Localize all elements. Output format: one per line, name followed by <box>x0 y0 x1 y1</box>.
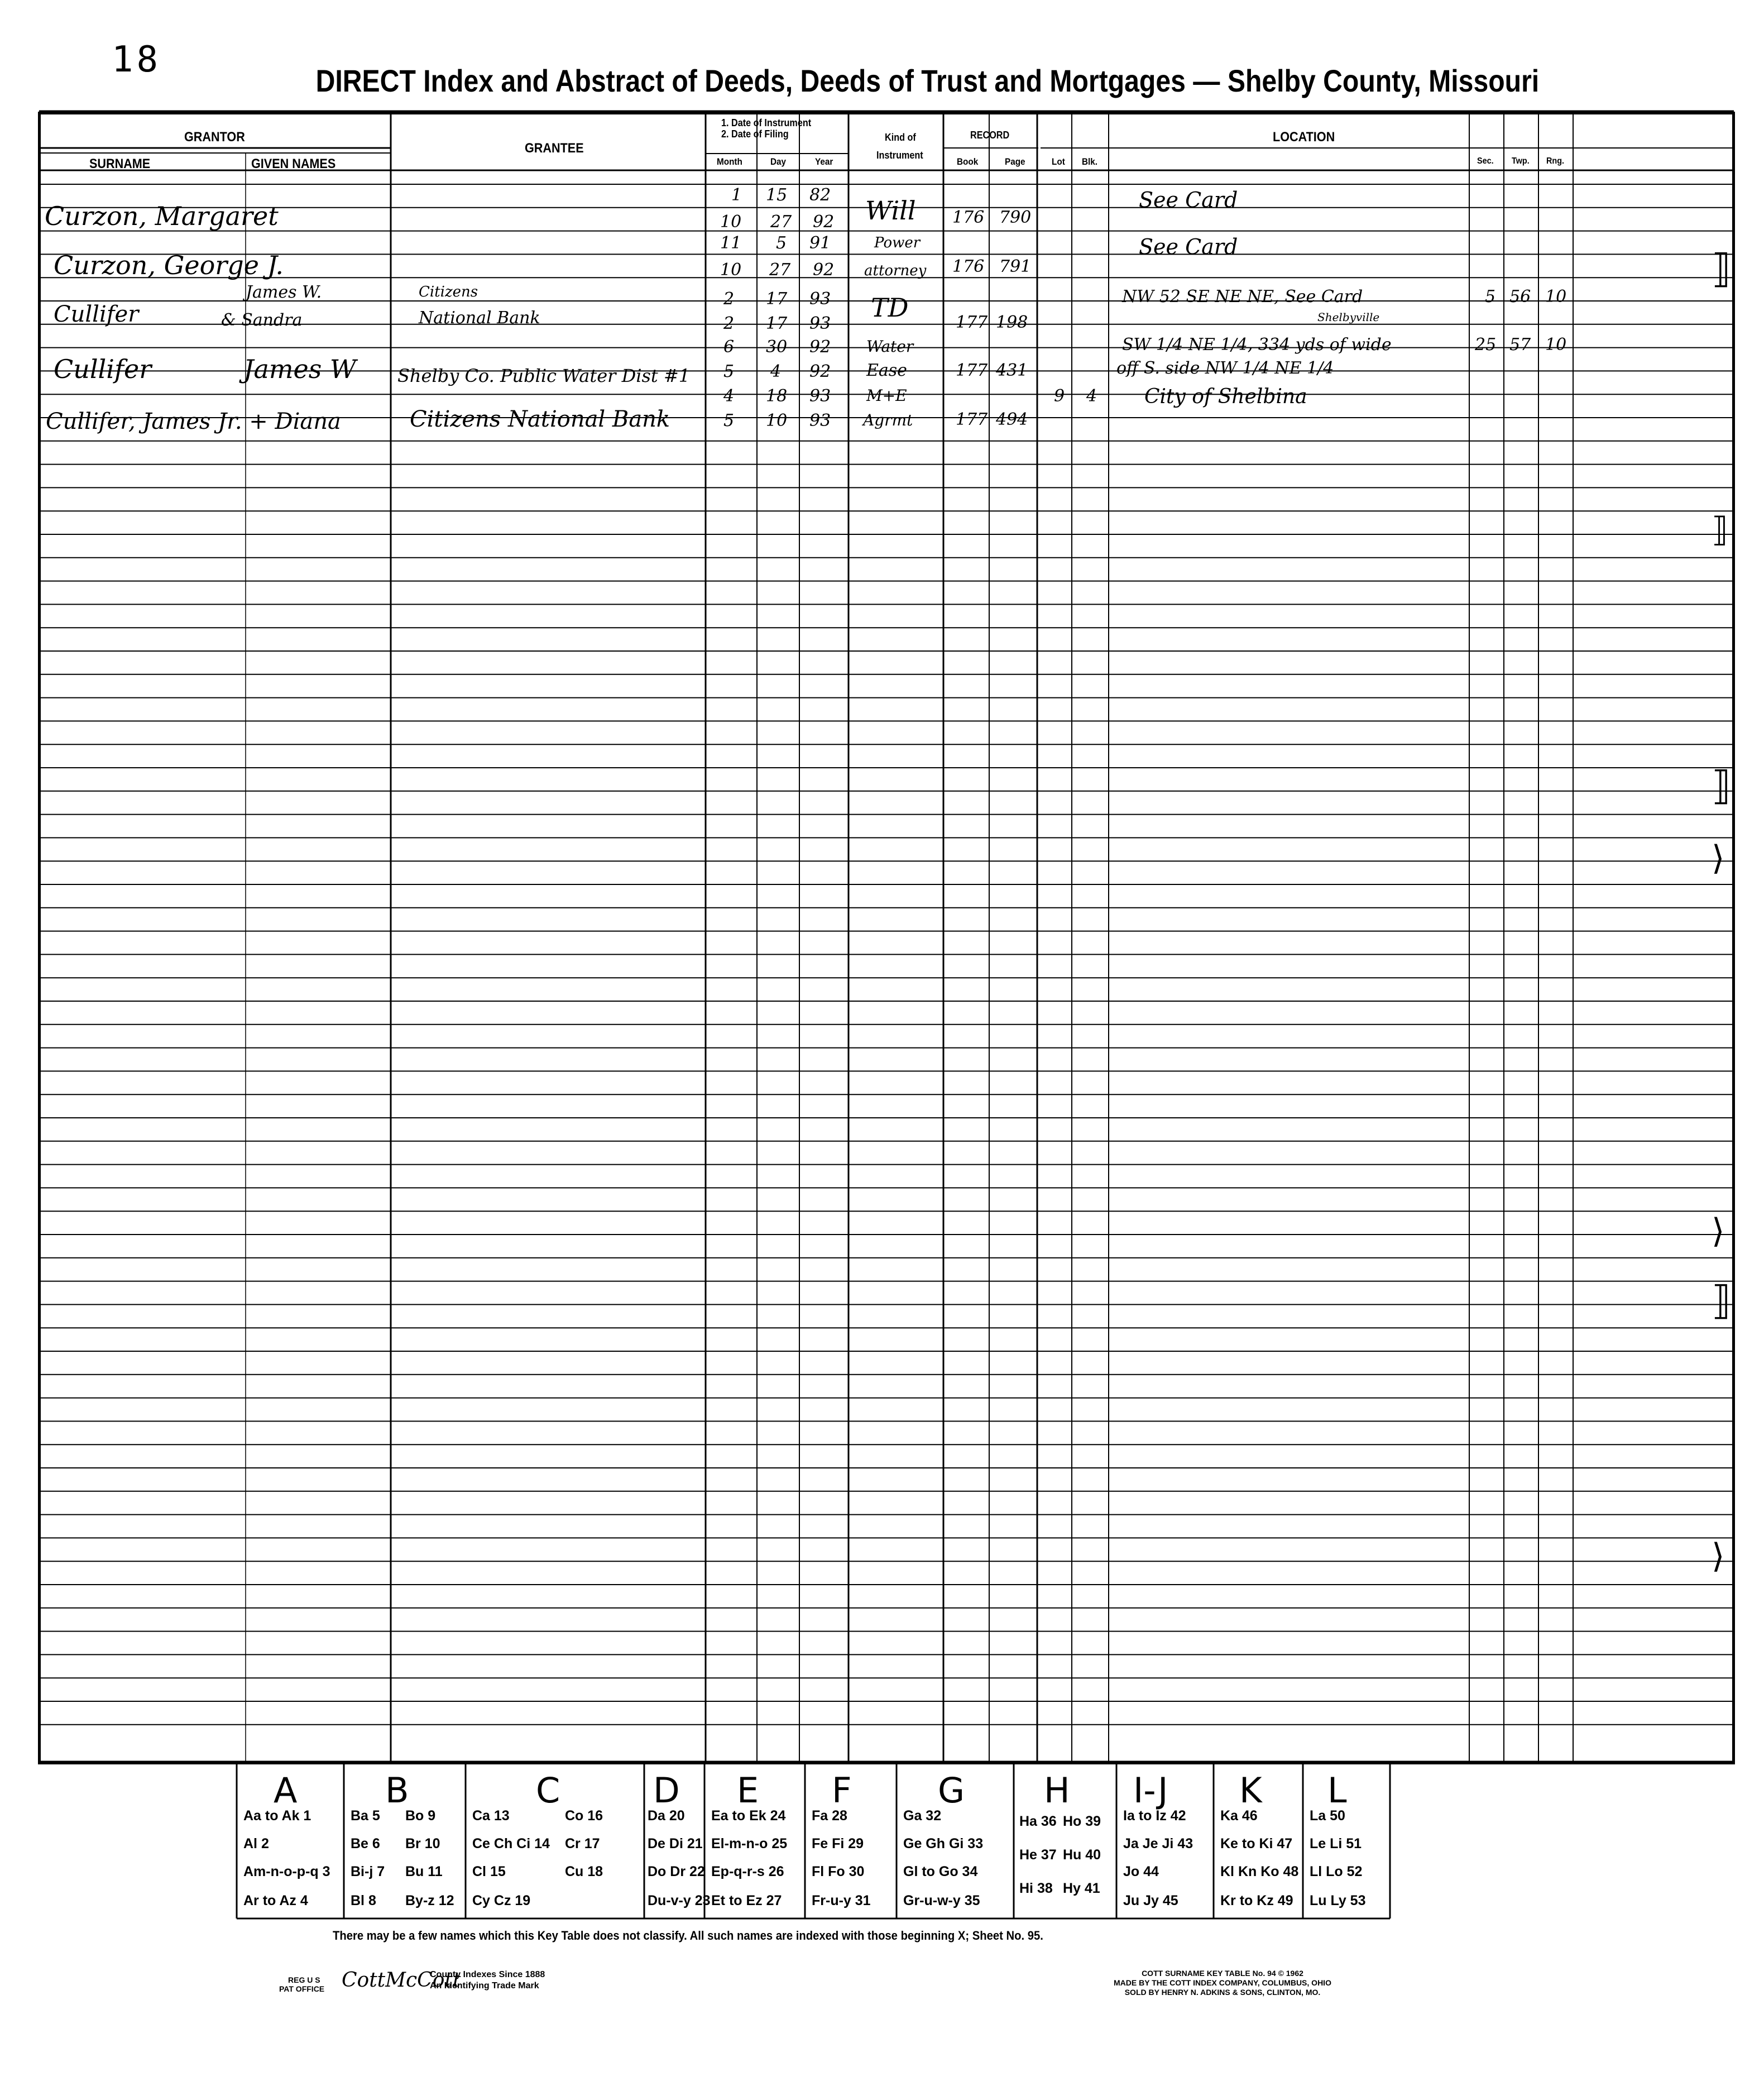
entry3-location-line2: Shelbyville <box>1317 310 1380 324</box>
entry4-year1: 92 <box>809 337 831 357</box>
entry2-year1: 91 <box>809 233 831 253</box>
entry5-year1: 93 <box>809 386 831 406</box>
entry3-page: 198 <box>996 313 1028 332</box>
entry1-year2: 92 <box>813 212 835 232</box>
binder-mark: ⟧ <box>1712 763 1731 808</box>
entry5-book: 177 <box>956 410 988 429</box>
day-header: Day <box>770 156 787 167</box>
entry5-grantor: Cullifer, James Jr. + Diana <box>46 409 341 434</box>
key-entry: Ba 5 <box>351 1808 380 1824</box>
key-entry: By-z 12 <box>405 1893 454 1908</box>
key-entry: Ju Jy 45 <box>1123 1893 1178 1908</box>
entry4-twp: 57 <box>1509 335 1531 355</box>
key-entry: Fr-u-y 31 <box>812 1893 871 1908</box>
key-entry: Bu 11 <box>405 1864 443 1879</box>
key-entry: Et to Ez 27 <box>711 1893 782 1908</box>
entry1-page: 790 <box>999 208 1032 227</box>
key-letter: H <box>1044 1770 1070 1811</box>
entry1-year1: 82 <box>809 185 831 205</box>
key-entry: Ka 46 <box>1220 1808 1258 1824</box>
key-entry: Fa 28 <box>812 1808 847 1824</box>
grantor-header: GRANTOR <box>184 130 245 145</box>
entry2-year2: 92 <box>813 260 835 280</box>
key-entry: Hi 38 <box>1019 1881 1053 1896</box>
date-filing-header: 2. Date of Filing <box>721 128 789 140</box>
entry4-day2: 4 <box>770 362 782 381</box>
key-entry: Ia to Iz 42 <box>1123 1808 1186 1824</box>
key-entry: Ca 13 <box>472 1808 510 1824</box>
sec-header: Sec. <box>1477 156 1494 166</box>
entry3-surname: Cullifer <box>54 302 139 327</box>
key-letter: F <box>832 1770 852 1811</box>
entry3-book: 177 <box>956 313 988 332</box>
key-entry: Kr to Kz 49 <box>1220 1893 1293 1908</box>
key-entry: Ho 39 <box>1063 1814 1101 1829</box>
entry3-year1: 93 <box>809 289 831 309</box>
key-entry: Ge Gh Gi 33 <box>903 1836 984 1851</box>
key-letter: D <box>653 1770 680 1811</box>
entry5-day1: 18 <box>766 386 788 406</box>
entry5-year2: 93 <box>809 411 831 430</box>
page-number: 18 <box>112 39 162 80</box>
entry3-grantee-line1: Citizens <box>419 284 478 300</box>
key-entry: Be 6 <box>351 1836 380 1851</box>
entry3-month2: 2 <box>723 314 735 333</box>
key-entry: Ha 36 <box>1019 1814 1057 1829</box>
binder-mark: ⟧ <box>1712 246 1731 291</box>
binder-mark: ⟩ <box>1712 1212 1725 1251</box>
entry4-book: 177 <box>956 361 988 380</box>
key-entry: Al 2 <box>243 1836 269 1851</box>
key-letter: E <box>737 1770 759 1811</box>
entry4-month1: 6 <box>723 337 735 357</box>
key-entry: Kl Kn Ko 48 <box>1220 1864 1299 1879</box>
page-header: Page <box>1005 156 1025 167</box>
entry4-grantee: Shelby Co. Public Water Dist #1 <box>397 365 691 386</box>
key-entry: Cl 15 <box>472 1864 506 1879</box>
key-entry: Aa to Ak 1 <box>243 1808 311 1824</box>
entry5-kind-line1: M+E <box>866 386 907 405</box>
entry4-year2: 92 <box>809 362 831 381</box>
key-entry: Cu 18 <box>565 1864 603 1879</box>
entry4-page: 431 <box>996 361 1028 380</box>
entry4-day1: 30 <box>766 337 788 357</box>
key-letter: A <box>274 1770 298 1811</box>
entry3-grantee-line2: National Bank <box>419 308 540 328</box>
entry5-month2: 5 <box>723 411 735 430</box>
key-entry: De Di 21 <box>648 1836 703 1851</box>
entry4-given: James W <box>243 354 357 384</box>
entry1-month1: 1 <box>731 185 742 205</box>
year-header: Year <box>815 156 833 167</box>
binder-mark: ⟧ <box>1712 510 1728 549</box>
binder-mark: ⟩ <box>1712 839 1725 878</box>
key-entry: Bo 9 <box>405 1808 436 1824</box>
entry5-day2: 10 <box>766 411 788 430</box>
entry5-location: City of Shelbina <box>1144 385 1307 408</box>
kind-header-line1: Kind of <box>885 132 916 143</box>
binder-mark: ⟧ <box>1712 1278 1731 1323</box>
rng-header: Rng. <box>1546 156 1564 166</box>
key-entry: Cy Cz 19 <box>472 1893 531 1908</box>
footer-right-line3: SOLD BY HENRY N. ADKINS & SONS, CLINTON, MO. <box>1124 1988 1321 1997</box>
date-instrument-header: 1. Date of Instrument <box>721 117 812 128</box>
key-letter: I-J <box>1133 1770 1168 1811</box>
surname-header: SURNAME <box>89 156 151 171</box>
entry3-rng: 10 <box>1545 287 1567 307</box>
given-names-header: GIVEN NAMES <box>251 156 336 171</box>
key-entry: Ep-q-r-s 26 <box>711 1864 784 1879</box>
reg-line2: PAT OFFICE <box>279 1984 325 1993</box>
location-header: LOCATION <box>1273 130 1335 145</box>
entry1-grantor: Curzon, Margaret <box>45 201 279 231</box>
key-entry: Jo 44 <box>1123 1864 1159 1879</box>
entry4-location-line2: off S. side NW 1/4 NE 1/4 <box>1116 358 1334 378</box>
entry2-month1: 11 <box>720 233 742 253</box>
key-entry: Ja Je Ji 43 <box>1123 1836 1193 1851</box>
entry3-twp: 56 <box>1509 287 1531 307</box>
entry1-kind: Will <box>865 195 916 226</box>
key-entry: Ll Lo 52 <box>1310 1864 1363 1879</box>
entry1-month2: 10 <box>720 212 742 232</box>
entry3-kind: TD <box>871 293 909 323</box>
entry2-kind-line2: attorney <box>864 262 927 279</box>
key-entry: Ga 32 <box>903 1808 942 1824</box>
cott-signature-logo: CottMcCott <box>342 1969 461 1992</box>
entry3-given-line1: James W. <box>246 283 322 302</box>
key-entry: El-m-n-o 25 <box>711 1836 788 1851</box>
reg-line1: REG U S <box>288 1975 320 1984</box>
key-letter: C <box>536 1770 560 1811</box>
key-letter: K <box>1239 1770 1262 1811</box>
key-entry: He 37 <box>1019 1847 1057 1863</box>
key-entry: Do Dr 22 <box>648 1864 705 1879</box>
key-letter: G <box>938 1770 965 1811</box>
entry2-book: 176 <box>952 257 985 276</box>
grantee-header: GRANTEE <box>525 141 584 156</box>
key-entry: Da 20 <box>648 1808 685 1824</box>
entry4-kind-line1: Water <box>866 337 914 356</box>
lot-header: Lot <box>1052 156 1065 167</box>
key-entry: Du-v-y 23 <box>648 1893 711 1908</box>
entry2-kind-line1: Power <box>874 235 921 251</box>
entry5-lot: 9 <box>1054 386 1065 406</box>
key-entry: Co 16 <box>565 1808 603 1824</box>
entry1-location: See Card <box>1139 188 1238 212</box>
entry2-location: See Card <box>1139 235 1238 259</box>
key-entry: Fe Fi 29 <box>812 1836 864 1851</box>
key-entry: Am-n-o-p-q 3 <box>243 1864 330 1879</box>
key-entry: Gr-u-w-y 35 <box>903 1893 980 1908</box>
binder-mark: ⟩ <box>1712 1537 1725 1576</box>
entry2-day1: 5 <box>776 233 787 253</box>
entry4-location-line1: SW 1/4 NE 1/4, 334 yds of wide <box>1122 335 1392 355</box>
key-entry: Hu 40 <box>1063 1847 1101 1863</box>
key-letter: L <box>1327 1770 1347 1811</box>
twp-header: Twp. <box>1512 156 1530 166</box>
entry4-kind-line2: Ease <box>866 361 907 380</box>
entry1-day2: 27 <box>770 212 792 232</box>
footer-right-line1: COTT SURNAME KEY TABLE No. 94 © 1962 <box>1142 1969 1303 1978</box>
entry5-blk: 4 <box>1086 386 1097 406</box>
entry3-day2: 17 <box>766 314 788 333</box>
entry5-grantee: Citizens National Bank <box>410 406 670 432</box>
entry3-year2: 93 <box>809 314 831 333</box>
key-entry: Ke to Ki 47 <box>1220 1836 1293 1851</box>
key-entry: Cr 17 <box>565 1836 600 1851</box>
key-entry: Fl Fo 30 <box>812 1864 865 1879</box>
page-title: DIRECT Index and Abstract of Deeds, Deeds of Trust and Mortgages — Shelby County, Missouri <box>315 63 1540 98</box>
key-entry: Ea to Ek 24 <box>711 1808 786 1824</box>
record-header: RECORD <box>970 130 1010 141</box>
entry2-grantor: Curzon, George J. <box>54 250 284 280</box>
key-entry: Br 10 <box>405 1836 440 1851</box>
footer-right-line2: MADE BY THE COTT INDEX COMPANY, COLUMBUS, OHIO <box>1114 1978 1331 1987</box>
entry2-day2: 27 <box>769 260 791 280</box>
key-letter: B <box>385 1770 409 1811</box>
entry3-month1: 2 <box>723 289 735 309</box>
key-entry: La 50 <box>1310 1808 1345 1824</box>
key-entry: Ce Ch Ci 14 <box>472 1836 550 1851</box>
key-entry: Lu Ly 53 <box>1310 1893 1366 1908</box>
month-header: Month <box>717 156 742 167</box>
entry4-sec: 25 <box>1475 335 1497 355</box>
entry2-page: 791 <box>999 257 1032 276</box>
county-since-text: County Indexes Since 1888 <box>430 1970 545 1979</box>
kind-header-line2: Instrument <box>876 150 923 161</box>
entry3-given-line2: & Sandra <box>221 310 303 330</box>
entry3-location-line1: NW 52 SE NE NE, See Card <box>1122 287 1363 307</box>
blk-header: Blk. <box>1082 156 1098 167</box>
book-header: Book <box>957 156 979 167</box>
entry1-book: 176 <box>952 208 985 227</box>
entry4-surname: Cullifer <box>54 354 152 384</box>
key-entry: Le Li 51 <box>1310 1836 1362 1851</box>
entry4-rng: 10 <box>1545 335 1567 355</box>
entry5-kind-line2: Agrmt <box>863 411 913 429</box>
key-entry: Bi-j 7 <box>351 1864 385 1879</box>
key-entry: Hy 41 <box>1063 1881 1100 1896</box>
entry5-month1: 4 <box>723 386 735 406</box>
key-entry: Gl to Go 34 <box>903 1864 978 1879</box>
key-table-note: There may be a few names which this Key Table does not classify. All such names are indexed with those beginning X; Sheet No. 95. <box>333 1929 1043 1943</box>
key-entry: Ar to Az 4 <box>243 1893 308 1908</box>
key-entry: Bl 8 <box>351 1893 376 1908</box>
entry1-day1: 15 <box>766 185 788 205</box>
entry3-day1: 17 <box>766 289 788 309</box>
entry3-sec: 5 <box>1485 287 1496 307</box>
entry2-month2: 10 <box>720 260 742 280</box>
entry4-month2: 5 <box>723 362 735 381</box>
entry5-page: 494 <box>996 410 1028 429</box>
trademark-text: An Identifying Trade Mark <box>430 1981 539 1991</box>
